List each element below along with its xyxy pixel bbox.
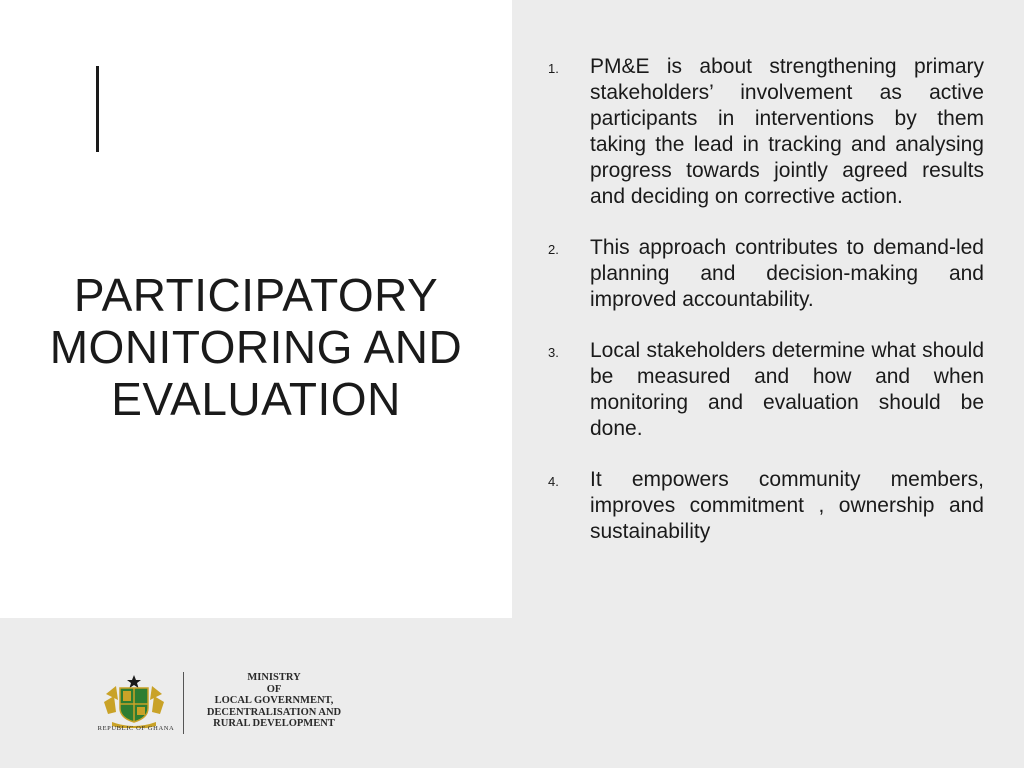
key-points-list: [548, 54, 984, 570]
title-panel: [0, 0, 512, 618]
list-item: [548, 235, 984, 313]
list-item: [548, 467, 984, 545]
ministry-logo: [96, 668, 356, 740]
list-item: [548, 338, 984, 442]
republic-label: REPUBLIC OF GHANA: [97, 725, 175, 732]
ministry-line: DECENTRALISATION AND: [206, 706, 342, 718]
list-text: It empowers community members, improves commitment , ownership and sustainability: [590, 468, 984, 543]
title-line: PARTICIPATORY: [73, 268, 439, 321]
list-number: 4.: [548, 474, 559, 489]
ministry-line: LOCAL GOVERNMENT,: [214, 695, 334, 706]
list-text: Local stakeholders determine what should be measured and how and when monitoring and evaluation should be done.: [590, 339, 984, 440]
title-line: MONITORING AND: [49, 320, 463, 373]
accent-bar: [96, 66, 99, 152]
list-text: PM&E is about strengthening primary stakeholders’ involvement as active participants in interventions by them taking the lead in tracking and analysing progress towards jointly agreed results and deciding on corrective action.: [590, 55, 984, 208]
title-line: EVALUATION: [111, 372, 401, 425]
list-item: [548, 54, 984, 210]
slide-title: [20, 269, 492, 425]
logo-divider: [183, 672, 184, 734]
list-number: 3.: [548, 345, 559, 360]
ministry-name: [196, 672, 352, 730]
ministry-line: MINISTRY: [247, 672, 301, 683]
coat-of-arms-icon: [100, 674, 168, 728]
list-text: This approach contributes to demand-led planning and decision-making and improved accountability.: [590, 236, 984, 311]
list-number: 2.: [548, 242, 559, 257]
ministry-line: OF: [266, 683, 282, 695]
ministry-line: RURAL DEVELOPMENT: [213, 718, 335, 729]
list-number: 1.: [548, 61, 559, 76]
